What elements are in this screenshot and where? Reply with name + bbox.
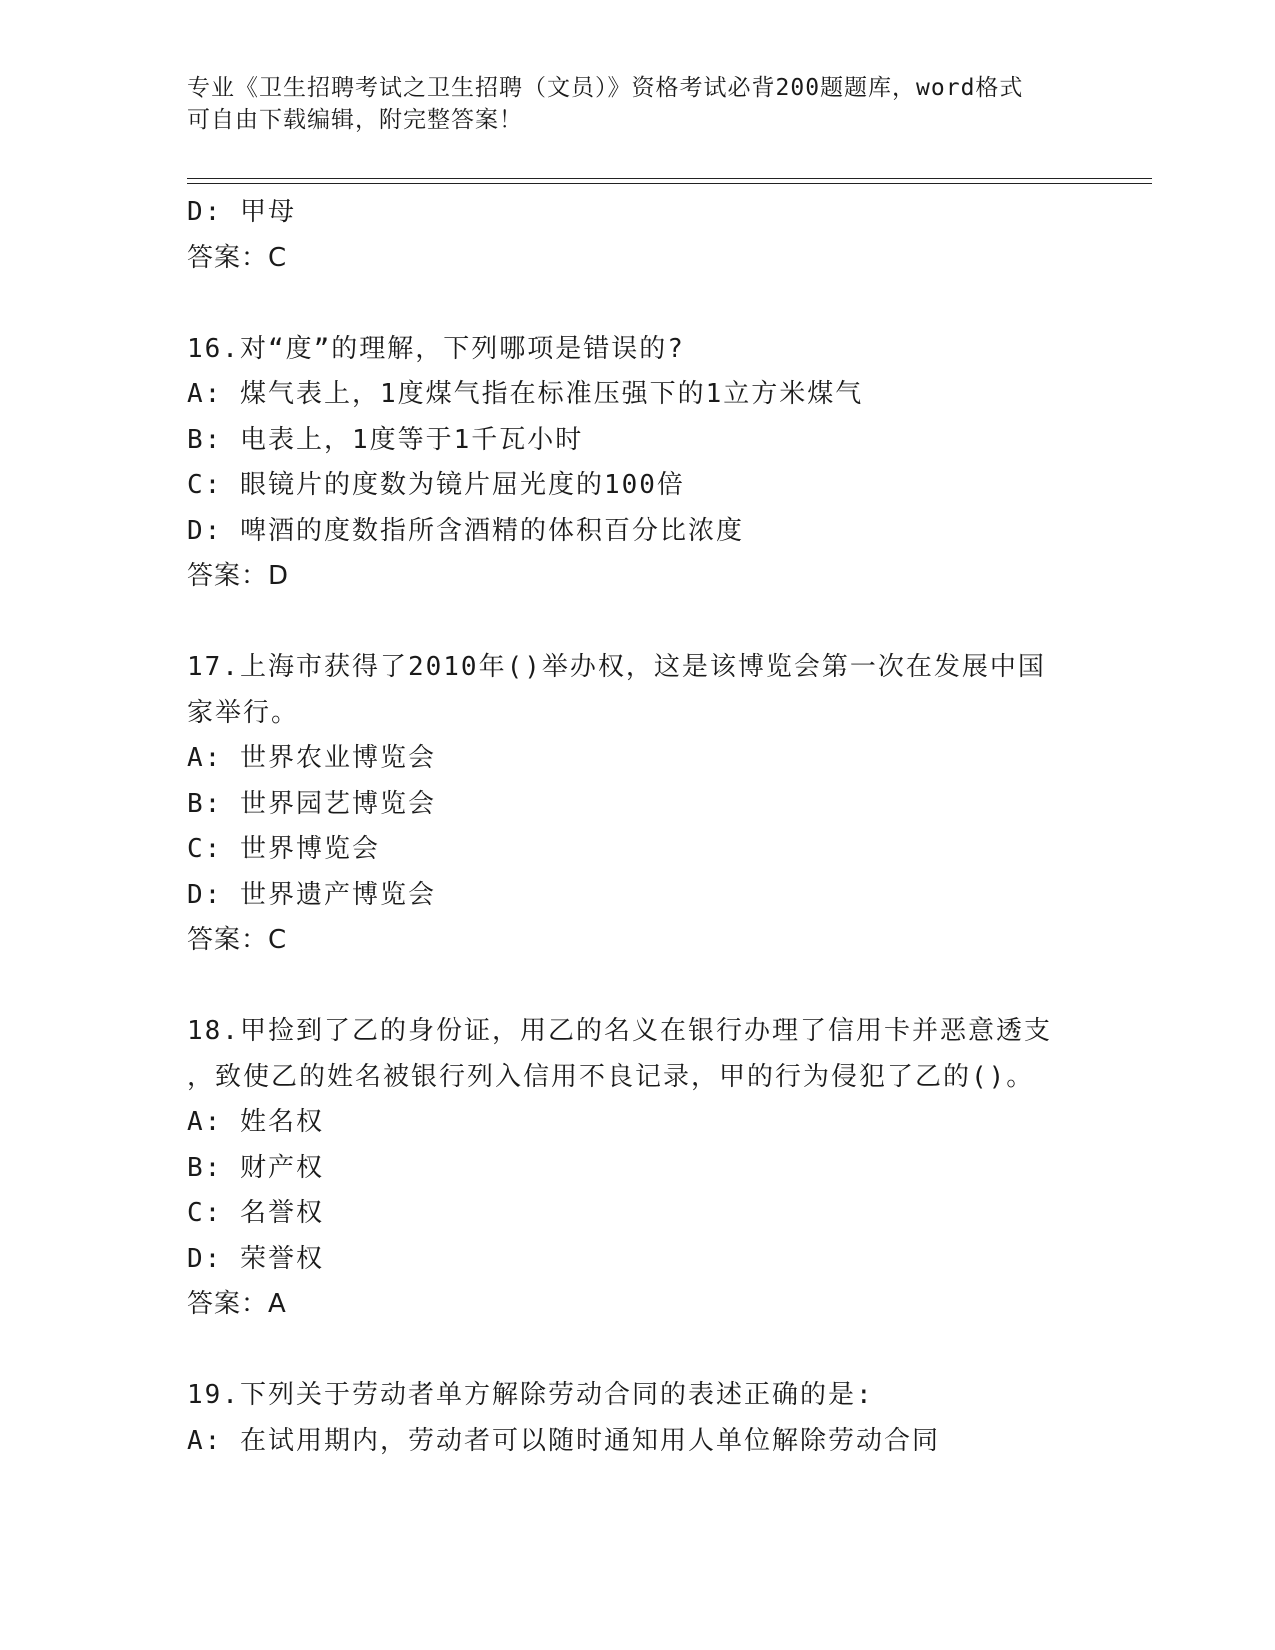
option-c: C: 名誉权 xyxy=(187,1198,324,1228)
option-b: B: 世界园艺博览会 xyxy=(187,788,436,819)
option-d: D: 世界遗产博览会 xyxy=(187,879,436,910)
header-title-line-2: 可自由下载编辑，附完整答案！ xyxy=(187,107,523,133)
question-text: 17.上海市获得了2010年()举办权，这是该博览会第一次在发展中国 xyxy=(187,652,1046,682)
answer-line: 答案：C xyxy=(187,242,288,273)
header-divider-bottom xyxy=(187,183,1152,184)
answer-line: 答案：D xyxy=(187,561,290,591)
answer-line: 答案：A xyxy=(187,1289,287,1319)
question-text-continued: ，致使乙的姓名被银行列入信用不良记录，甲的行为侵犯了乙的()。 xyxy=(187,1061,1035,1092)
option-d: D: 甲母 xyxy=(187,197,296,227)
option-d: D: 啤酒的度数指所含酒精的体积百分比浓度 xyxy=(187,515,744,546)
option-a: A: 煤气表上，1度煤气指在标准压强下的1立方米煤气 xyxy=(187,379,864,409)
header-divider-top xyxy=(187,178,1152,179)
question-18 xyxy=(187,1009,1087,1328)
option-d: D: 荣誉权 xyxy=(187,1243,324,1274)
option-a: A: 世界农业博览会 xyxy=(187,743,436,773)
header-title-line-1: 专业《卫生招聘考试之卫生招聘（文员）》资格考试必背200题题库，word格式 xyxy=(187,75,1024,101)
question-list xyxy=(187,190,1087,1464)
option-b: B: 电表上，1度等于1千瓦小时 xyxy=(187,424,584,455)
option-a: A: 在试用期内，劳动者可以随时通知用人单位解除劳动合同 xyxy=(187,1425,940,1456)
option-a: A: 姓名权 xyxy=(187,1107,324,1137)
answer-line: 答案：C xyxy=(187,925,288,955)
option-c: C: 世界博览会 xyxy=(187,834,380,864)
question-text: 16.对“度”的理解，下列哪项是错误的? xyxy=(187,333,685,364)
question-text: 19.下列关于劳动者单方解除劳动合同的表述正确的是: xyxy=(187,1380,874,1410)
question-19 xyxy=(187,1373,1087,1464)
question-text: 18.甲捡到了乙的身份证，用乙的名义在银行办理了信用卡并恶意透支 xyxy=(187,1016,1052,1046)
option-c: C: 眼镜片的度数为镜片屈光度的100倍 xyxy=(187,470,685,500)
page-header xyxy=(187,72,1087,136)
question-16 xyxy=(187,327,1087,600)
option-b: B: 财产权 xyxy=(187,1152,324,1183)
question-text-continued: 家举行。 xyxy=(187,697,300,728)
question-17 xyxy=(187,645,1087,964)
